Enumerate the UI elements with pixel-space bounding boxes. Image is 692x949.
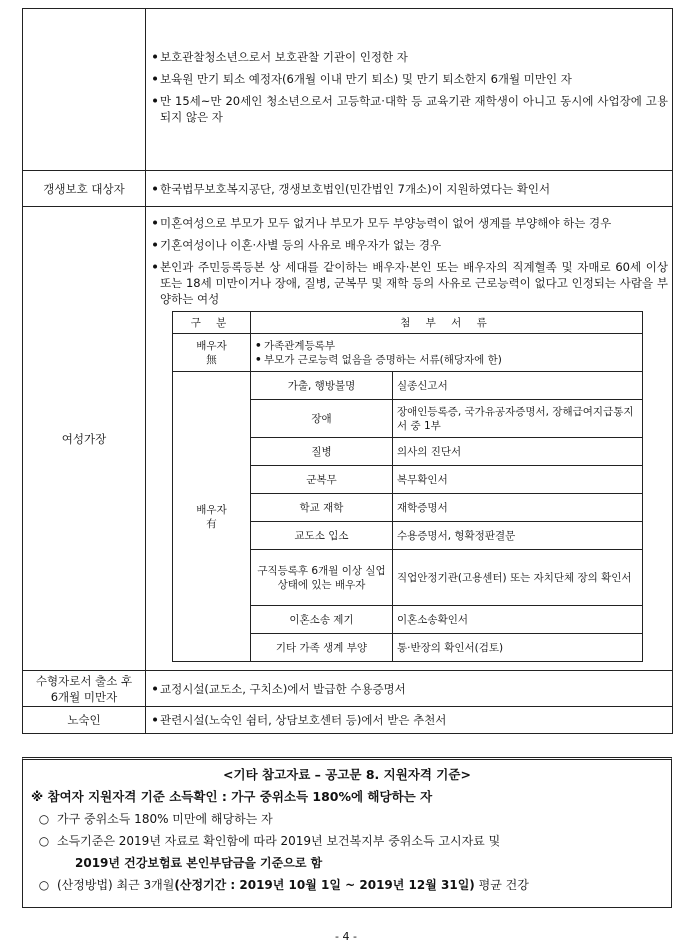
category-homeless: 노숙인 bbox=[23, 707, 146, 734]
category-female-head: 여성가장 bbox=[23, 207, 146, 671]
category-probation bbox=[23, 9, 146, 171]
list-item: • 보호관찰청소년으로서 보호관찰 기관이 인정한 자 bbox=[151, 50, 408, 64]
list-item: • 기혼여성이나 이혼·사별 등의 사유로 배우자가 없는 경우 bbox=[151, 238, 442, 252]
header-documents: 첨 부 서 류 bbox=[251, 312, 643, 334]
eligibility-table bbox=[22, 8, 673, 734]
table-cell: 재학증명서 bbox=[393, 494, 643, 522]
table-cell: 가출, 행방불명 bbox=[251, 372, 393, 400]
list-item: • 만 15세~만 20세인 청소년으로서 고등학교·대학 등 교육기관 재학생이 아니고 동시에 사업장에 고용되지 않은 자 bbox=[151, 94, 668, 124]
attachment-table bbox=[172, 311, 643, 662]
content-female-head bbox=[146, 207, 673, 671]
list-item: • 한국법무보호복지공단, 갱생보호법인(민간법인 7개소)이 지원하였다는 확인서 bbox=[151, 181, 551, 196]
table-cell: 질병 bbox=[251, 438, 393, 466]
table-cell: 복무확인서 bbox=[393, 466, 643, 494]
table-cell: 장애 bbox=[251, 400, 393, 438]
no-spouse-label: 배우자 無 bbox=[173, 334, 251, 372]
table-cell: 통·반장의 확인서(검토) bbox=[393, 634, 643, 662]
row-probation bbox=[23, 9, 673, 171]
table-cell: 이혼소송 제기 bbox=[251, 606, 393, 634]
row-rehab bbox=[23, 171, 673, 207]
reference-line-2: ○ 소득기준은 2019년 자료로 확인함에 따라 2019년 보건복지부 중위소득 고시자료 및 bbox=[38, 834, 501, 848]
table-cell: 구직등록후 6개월 이상 실업상태에 있는 배우자 bbox=[251, 550, 393, 606]
list-item: • 교정시설(교도소, 구치소)에서 발급한 수용증명서 bbox=[151, 681, 406, 696]
reference-line-3: ○ (산정방법) 최근 3개월(산정기간 : 2019년 10월 1일 ~ 2019년 12월 31일) 평균 건강 bbox=[38, 878, 529, 892]
table-cell: 이혼소송확인서 bbox=[393, 606, 643, 634]
list-item: • 보육원 만기 퇴소 예정자(6개월 이내 만기 퇴소) 및 만기 퇴소한지 6개월 미만인 자 bbox=[151, 72, 572, 86]
page-number: - 4 - bbox=[335, 930, 357, 943]
reference-line-2b: 2019년 건강보험료 본인부담금을 기준으로 함 bbox=[75, 856, 323, 870]
table-cell: 기타 가족 생계 부양 bbox=[251, 634, 393, 662]
table-cell: 학교 재학 bbox=[251, 494, 393, 522]
table-cell: 수용증명서, 형확정판결문 bbox=[393, 522, 643, 550]
table-cell: 실종신고서 bbox=[393, 372, 643, 400]
list-item: • 본인과 주민등록등본 상 세대를 같이하는 배우자·본인 또는 배우자의 직계혈족 및 자매로 60세 이상 또는 18세 미만이거나 장애, 질병, 군복무 및 재학 등의 사유로 근로능력이 없다고 인정되는 사람을 부양하는 여성 bbox=[151, 260, 668, 306]
row-homeless bbox=[23, 707, 673, 734]
list-item: • 미혼여성으로 부모가 모두 없거나 부모가 모두 부양능력이 없어 생계를 부양해야 하는 경우 bbox=[151, 216, 612, 230]
content-probation bbox=[146, 9, 673, 171]
reference-note: ※ 참여자 지원자격 기준 소득확인 : 가구 중위소득 180%에 해당하는 자 bbox=[31, 789, 433, 804]
category-rehab: 갱생보호 대상자 bbox=[23, 171, 146, 207]
table-cell: 군복무 bbox=[251, 466, 393, 494]
header-category: 구 분 bbox=[173, 312, 251, 334]
row-released bbox=[23, 671, 673, 707]
spouse-label: 배우자 有 bbox=[173, 372, 251, 662]
reference-line-1: ○ 가구 중위소득 180% 미만에 해당하는 자 bbox=[38, 812, 273, 826]
no-spouse-docs: • 가족관계등록부 • 부모가 근로능력 없음을 증명하는 서류(해당자에 한) bbox=[251, 334, 643, 372]
content-rehab bbox=[146, 171, 673, 207]
table-cell: 장애인등록증, 국가유공자증명서, 장해급여지급통지서 중 1부 bbox=[393, 400, 643, 438]
table-cell: 직업안정기관(고용센터) 또는 자치단체 장의 확인서 bbox=[393, 550, 643, 606]
content-released bbox=[146, 671, 673, 707]
content-homeless bbox=[146, 707, 673, 734]
table-cell: 교도소 입소 bbox=[251, 522, 393, 550]
row-female-head bbox=[23, 207, 673, 671]
reference-title: <기타 참고자료 – 공고문 8. 지원자격 기준> bbox=[223, 767, 471, 782]
list-item: • 관련시설(노숙인 쉼터, 상담보호센터 등)에서 받은 추천서 bbox=[151, 713, 447, 727]
category-released: 수형자로서 출소 후 6개월 미만자 bbox=[23, 671, 146, 707]
table-cell: 의사의 진단서 bbox=[393, 438, 643, 466]
reference-box bbox=[22, 757, 672, 908]
